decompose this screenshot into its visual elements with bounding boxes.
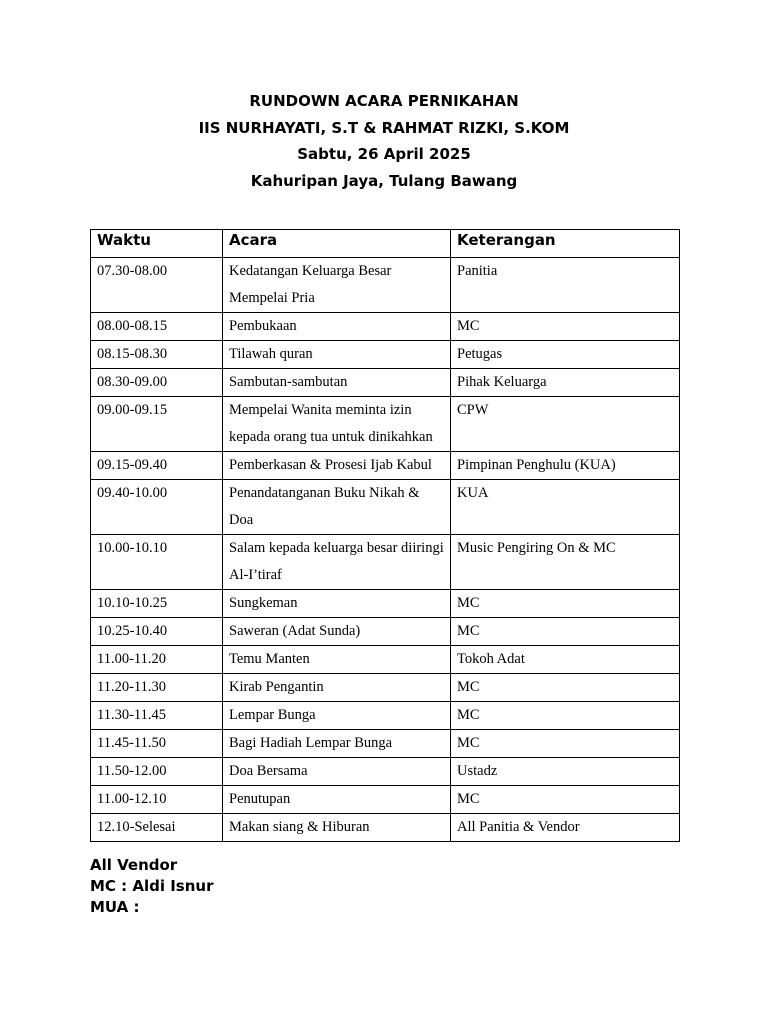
cell-acara: Kirab Pengantin [223, 674, 451, 702]
table-row [91, 730, 680, 758]
cell-acara: Pembukaan [223, 313, 451, 341]
cell-keterangan: MC [451, 590, 680, 618]
event-date: Sabtu, 26 April 2025 [297, 145, 471, 163]
column-header-waktu: Waktu [91, 230, 223, 258]
cell-acara: Lempar Bunga [223, 702, 451, 730]
cell-waktu: 11.50-12.00 [91, 758, 223, 786]
cell-keterangan: Music Pengiring On & MC [451, 535, 680, 590]
table-row [91, 758, 680, 786]
cell-keterangan: Panitia [451, 258, 680, 313]
vendor-mc: MC : Aldi Isnur [90, 877, 214, 895]
table-row [91, 590, 680, 618]
cell-keterangan: KUA [451, 480, 680, 535]
table-row [91, 814, 680, 842]
document-header [0, 90, 768, 196]
cell-waktu: 09.15-09.40 [91, 452, 223, 480]
rundown-table [90, 229, 680, 842]
table-row [91, 313, 680, 341]
cell-waktu: 07.30-08.00 [91, 258, 223, 313]
cell-keterangan: MC [451, 313, 680, 341]
cell-waktu: 08.15-08.30 [91, 341, 223, 369]
cell-keterangan: Pihak Keluarga [451, 369, 680, 397]
cell-acara: Sambutan-sambutan [223, 369, 451, 397]
cell-keterangan: MC [451, 786, 680, 814]
cell-keterangan: MC [451, 730, 680, 758]
table-row [91, 258, 680, 313]
table-row [91, 702, 680, 730]
cell-keterangan: Pimpinan Penghulu (KUA) [451, 452, 680, 480]
column-header-acara: Acara [223, 230, 451, 258]
column-header-keterangan: Keterangan [451, 230, 680, 258]
cell-waktu: 09.00-09.15 [91, 397, 223, 452]
cell-waktu: 11.20-11.30 [91, 674, 223, 702]
table-header-row [91, 230, 680, 258]
cell-keterangan: Petugas [451, 341, 680, 369]
cell-waktu: 12.10-Selesai [91, 814, 223, 842]
document-title: RUNDOWN ACARA PERNIKAHAN [249, 92, 519, 110]
cell-keterangan: All Panitia & Vendor [451, 814, 680, 842]
cell-acara: Sungkeman [223, 590, 451, 618]
vendor-heading: All Vendor [90, 856, 178, 874]
table-row [91, 786, 680, 814]
cell-acara: Doa Bersama [223, 758, 451, 786]
table-row [91, 397, 680, 452]
cell-keterangan: CPW [451, 397, 680, 452]
cell-waktu: 10.00-10.10 [91, 535, 223, 590]
table-row [91, 674, 680, 702]
cell-waktu: 09.40-10.00 [91, 480, 223, 535]
cell-keterangan: Ustadz [451, 758, 680, 786]
cell-acara: Tilawah quran [223, 341, 451, 369]
cell-waktu: 11.00-12.10 [91, 786, 223, 814]
cell-acara: Penutupan [223, 786, 451, 814]
cell-keterangan: MC [451, 674, 680, 702]
cell-keterangan: MC [451, 618, 680, 646]
cell-keterangan: Tokoh Adat [451, 646, 680, 674]
cell-acara: Kedatangan Keluarga Besar Mempelai Pria [223, 258, 451, 313]
cell-acara: Makan siang & Hiburan [223, 814, 451, 842]
cell-acara: Temu Manten [223, 646, 451, 674]
event-location: Kahuripan Jaya, Tulang Bawang [250, 171, 518, 190]
table-row [91, 452, 680, 480]
table-row [91, 535, 680, 590]
cell-waktu: 08.00-08.15 [91, 313, 223, 341]
table-row [91, 480, 680, 535]
cell-waktu: 11.00-11.20 [91, 646, 223, 674]
cell-waktu: 08.30-09.00 [91, 369, 223, 397]
table-row [91, 341, 680, 369]
table-row [91, 369, 680, 397]
vendor-list [90, 855, 214, 918]
cell-acara: Salam kepada keluarga besar diiringi Al-I’tiraf [223, 535, 451, 590]
table-row [91, 646, 680, 674]
couple-names: IIS NURHAYATI, S.T & RAHMAT RIZKI, S.KOM [198, 118, 570, 137]
cell-waktu: 10.25-10.40 [91, 618, 223, 646]
cell-acara: Bagi Hadiah Lempar Bunga [223, 730, 451, 758]
table-row [91, 618, 680, 646]
cell-waktu: 10.10-10.25 [91, 590, 223, 618]
cell-acara: Penandatanganan Buku Nikah & Doa [223, 480, 451, 535]
cell-acara: Mempelai Wanita meminta izin kepada orang tua untuk dinikahkan [223, 397, 451, 452]
cell-waktu: 11.45-11.50 [91, 730, 223, 758]
cell-acara: Saweran (Adat Sunda) [223, 618, 451, 646]
cell-keterangan: MC [451, 702, 680, 730]
cell-waktu: 11.30-11.45 [91, 702, 223, 730]
vendor-mua: MUA : [90, 898, 140, 916]
cell-acara: Pemberkasan & Prosesi Ijab Kabul [223, 452, 451, 480]
